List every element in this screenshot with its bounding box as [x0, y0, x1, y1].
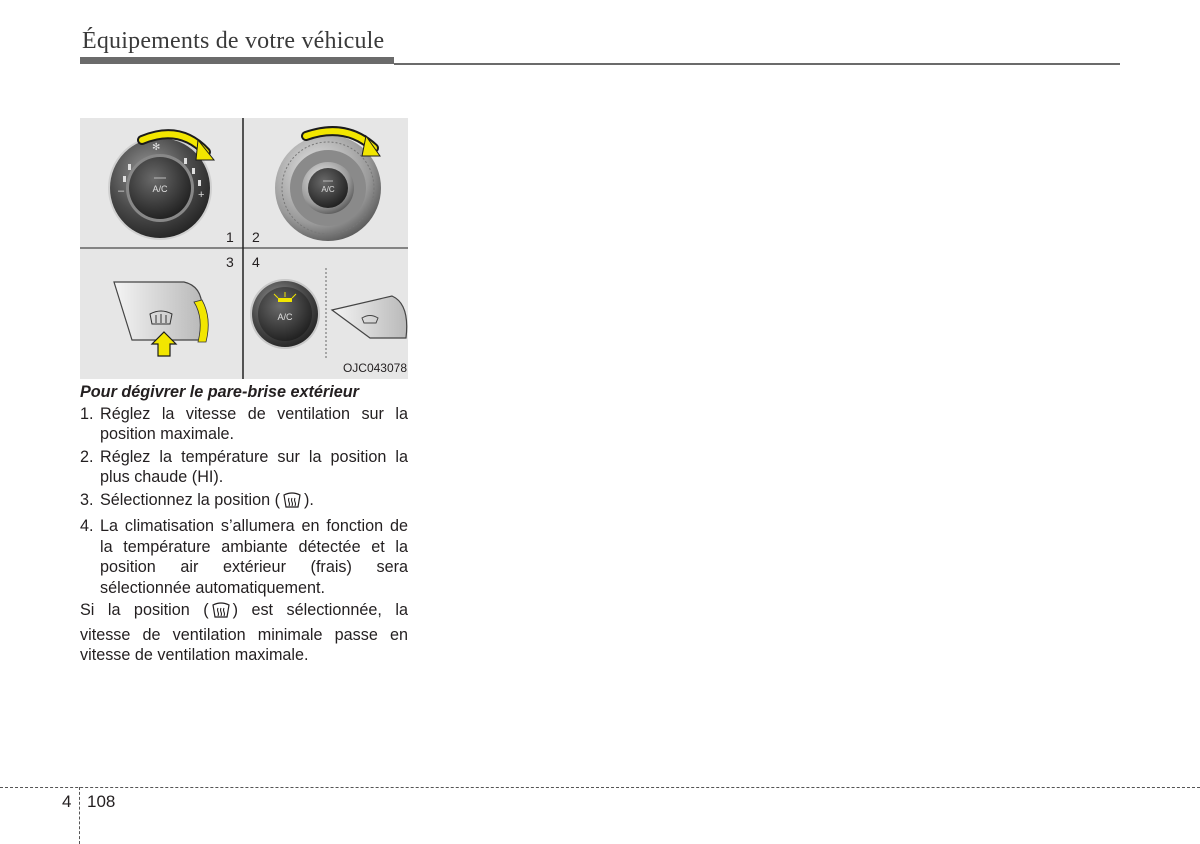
ac-label-1: A/C — [152, 184, 168, 194]
step-number: 4. — [80, 517, 94, 535]
step-text: La climatisation s’allumera en fonction de la température ambiante détectée et la position air extérieur (frais) sera sélectionnée automatiquement. — [100, 517, 408, 597]
page-number: 108 — [87, 792, 116, 811]
page-header-title: Équipements de votre véhicule — [82, 28, 385, 54]
header-rule-thin — [394, 63, 1120, 65]
svg-text:✻: ✻ — [152, 142, 161, 153]
defrost-illustration — [80, 118, 408, 379]
step-number: 2. — [80, 447, 94, 466]
footer-dashed-vertical — [79, 787, 80, 844]
step-3-text-after: ). — [303, 490, 314, 509]
rotate-arrow-head-1 — [196, 140, 214, 160]
step-text — [100, 490, 408, 515]
step-number: 3. — [80, 490, 94, 509]
svg-text:+: + — [198, 189, 205, 201]
windshield-defrost-icon — [281, 491, 303, 515]
label-2: 2 — [252, 229, 260, 245]
illustration-svg — [80, 118, 408, 379]
label-3: 3 — [226, 254, 234, 270]
step-1 — [80, 404, 408, 445]
defrost-button-illustration — [114, 282, 208, 356]
figure-code: OJC043078 — [342, 361, 407, 375]
ac-label-3: A/C — [277, 312, 293, 322]
step-3-text-before: Sélectionnez la position ( — [100, 490, 280, 509]
instructions — [80, 382, 408, 666]
step-4 — [80, 516, 408, 598]
note-text-before: Si la position ( — [80, 601, 209, 619]
label-4: 4 — [252, 254, 260, 270]
step-number: 1. — [80, 404, 94, 423]
step-text: Réglez la vitesse de ventilation sur la position maximale. — [100, 404, 408, 443]
ac-label-2: A/C — [321, 185, 335, 194]
label-1: 1 — [226, 229, 234, 245]
section-caption: Pour dégivrer le pare-brise extérieur — [80, 383, 359, 401]
step-2 — [80, 447, 408, 488]
footer-dashed-rule — [0, 787, 1200, 788]
svg-text:–: – — [118, 185, 125, 197]
step-3 — [80, 490, 408, 515]
header-rule-thick — [80, 57, 394, 64]
ac-button-illustration — [250, 268, 407, 358]
note-text-after: ) est sélectionnée, la vitesse de ventilation minimale passe en vitesse de ventilation maximale. — [80, 601, 408, 664]
step-text: Réglez la température sur la position la plus chaude (HI). — [100, 447, 408, 486]
chapter-number: 4 — [62, 792, 72, 811]
windshield-defrost-icon — [210, 601, 232, 625]
note-paragraph — [80, 600, 408, 666]
